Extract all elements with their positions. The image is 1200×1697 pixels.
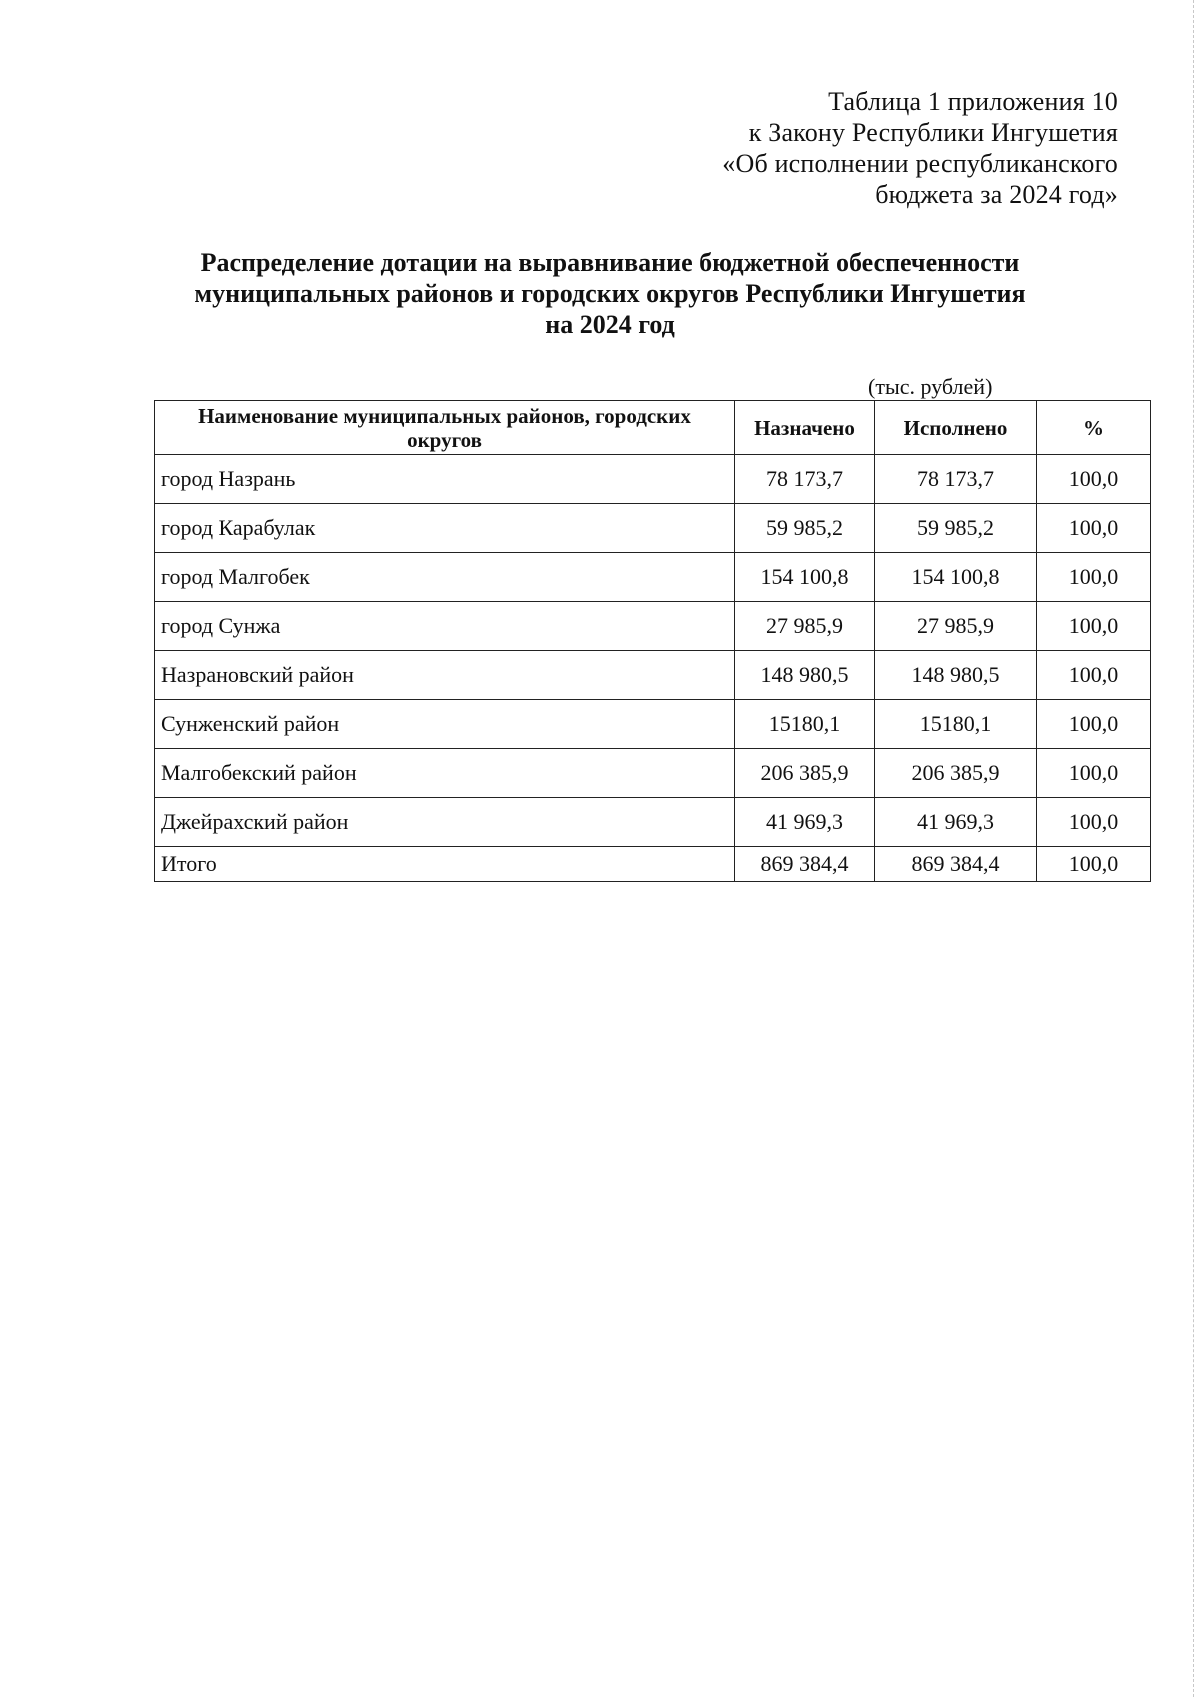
document-title bbox=[140, 247, 1080, 340]
table-row bbox=[155, 749, 1151, 798]
distribution-table bbox=[154, 400, 1151, 882]
row-assigned: 78 173,7 bbox=[735, 455, 875, 504]
row-executed: 41 969,3 bbox=[875, 798, 1037, 847]
row-name: Джейрахский район bbox=[155, 798, 735, 847]
row-percent: 100,0 bbox=[1037, 749, 1151, 798]
appendix-line-2: к Закону Республики Ингушетия bbox=[748, 118, 1118, 147]
row-executed: 154 100,8 bbox=[875, 553, 1037, 602]
row-percent: 100,0 bbox=[1037, 553, 1151, 602]
row-percent: 100,0 bbox=[1037, 602, 1151, 651]
header-percent: % bbox=[1037, 401, 1151, 455]
table-row bbox=[155, 455, 1151, 504]
header-assigned: Назначено bbox=[735, 401, 875, 455]
row-assigned: 41 969,3 bbox=[735, 798, 875, 847]
total-executed: 869 384,4 bbox=[875, 847, 1037, 882]
row-percent: 100,0 bbox=[1037, 798, 1151, 847]
header-name: Наименование муниципальных районов, городских округов bbox=[155, 401, 735, 455]
row-percent: 100,0 bbox=[1037, 504, 1151, 553]
table-row bbox=[155, 602, 1151, 651]
table-row bbox=[155, 553, 1151, 602]
row-name: Назрановский район bbox=[155, 651, 735, 700]
title-line-3: на 2024 год bbox=[545, 310, 675, 339]
units-note: (тыс. рублей) bbox=[868, 374, 993, 399]
row-name: город Сунжа bbox=[155, 602, 735, 651]
title-line-2: муниципальных районов и городских округов Республики Ингушетия bbox=[194, 279, 1026, 308]
row-executed: 148 980,5 bbox=[875, 651, 1037, 700]
total-percent: 100,0 bbox=[1037, 847, 1151, 882]
row-assigned: 148 980,5 bbox=[735, 651, 875, 700]
scan-edge-line bbox=[1192, 0, 1194, 1697]
table-header-row bbox=[155, 401, 1151, 455]
row-executed: 27 985,9 bbox=[875, 602, 1037, 651]
row-percent: 100,0 bbox=[1037, 651, 1151, 700]
total-name: Итого bbox=[155, 847, 735, 882]
table-row bbox=[155, 651, 1151, 700]
title-line-1: Распределение дотации на выравнивание бюджетной обеспеченности bbox=[200, 248, 1020, 277]
row-executed: 78 173,7 bbox=[875, 455, 1037, 504]
row-name: Малгобекский район bbox=[155, 749, 735, 798]
appendix-line-4: бюджета за 2024 год» bbox=[875, 180, 1118, 209]
row-assigned: 59 985,2 bbox=[735, 504, 875, 553]
table-row bbox=[155, 504, 1151, 553]
row-name: город Карабулак bbox=[155, 504, 735, 553]
row-executed: 206 385,9 bbox=[875, 749, 1037, 798]
total-assigned: 869 384,4 bbox=[735, 847, 875, 882]
row-percent: 100,0 bbox=[1037, 455, 1151, 504]
appendix-line-3: «Об исполнении республиканского bbox=[722, 149, 1118, 178]
row-percent: 100,0 bbox=[1037, 700, 1151, 749]
row-assigned: 154 100,8 bbox=[735, 553, 875, 602]
table-total-row bbox=[155, 847, 1151, 882]
row-name: город Назрань bbox=[155, 455, 735, 504]
appendix-line-1: Таблица 1 приложения 10 bbox=[828, 87, 1118, 116]
row-assigned: 15180,1 bbox=[735, 700, 875, 749]
row-name: Сунженский район bbox=[155, 700, 735, 749]
table-row bbox=[155, 798, 1151, 847]
row-assigned: 27 985,9 bbox=[735, 602, 875, 651]
appendix-reference bbox=[722, 86, 1118, 210]
row-executed: 59 985,2 bbox=[875, 504, 1037, 553]
row-executed: 15180,1 bbox=[875, 700, 1037, 749]
row-assigned: 206 385,9 bbox=[735, 749, 875, 798]
row-name: город Малгобек bbox=[155, 553, 735, 602]
header-executed: Исполнено bbox=[875, 401, 1037, 455]
table-row bbox=[155, 700, 1151, 749]
